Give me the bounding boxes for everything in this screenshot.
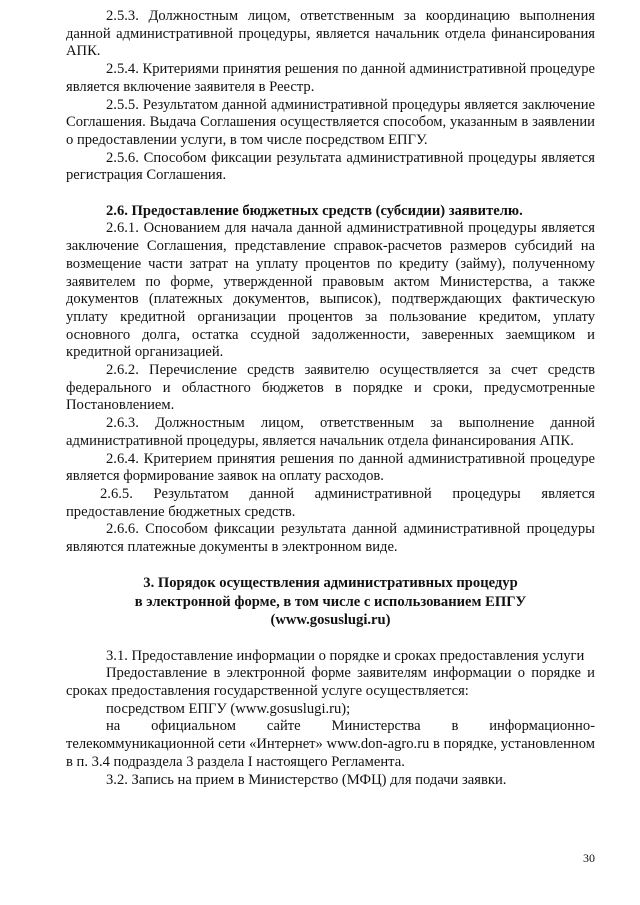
section-3-heading-line-3: (www.gosuslugi.ru) [270,612,391,629]
paragraph-2-5-4: 2.5.4. Критериями принятия решения по данной административной процедуре является включение заявителя в Реестр. [66,61,595,95]
document-body [66,8,595,789]
spacer [66,630,595,648]
paragraph-2-5-5: 2.5.5. Результатом данной административной процедуры является заключение Соглашения. Выдача Соглашения осуществляется способом, указанным в заявлении о предоставлении услуги, в том числе посредством ЕПГУ. [66,96,595,148]
section-3-heading-line-1: 3. Порядок осуществления административных процедур [143,575,518,592]
paragraph-3-2: 3.2. Запись на прием в Министерство (МФЦ) для подачи заявки. [106,771,507,788]
section-3-heading-line-2: в электронной форме, в том числе с использованием ЕПГУ [134,593,527,610]
list-item-ministry-site: на официальном сайте Министерства в информационно-телекоммуникационной сети «Интернет» www.don-agro.ru в порядке, установленном в п. 3.4 подраздела 3 раздела I настоящего Регламента. [66,718,595,770]
section-2-6-heading: 2.6. Предоставление бюджетных средств (субсидии) заявителю. [106,202,523,219]
paragraph-2-6-6: 2.6.6. Способом фиксации результата данной административной процедуры являются платежные документы в электронном виде. [66,521,595,556]
spacer [66,185,595,203]
page-number: 30 [583,851,595,865]
paragraph-2-5-6: 2.5.6. Способом фиксации результата административной процедуры является регистрация Соглашения. [66,149,595,184]
spacer [66,557,595,575]
list-item-epgu: посредством ЕПГУ (www.gosuslugi.ru); [106,700,351,717]
paragraph-2-6-5: 2.6.5. Результатом данной административной процедуры является предоставление бюджетных средств. [66,485,595,520]
paragraph-3-1: 3.1. Предоставление информации о порядке и сроках предоставления услуги [106,647,585,664]
paragraph-2-6-2: 2.6.2. Перечисление средств заявителю осуществляется за счет средств федерального и областного бюджетов в порядке и сроки, предусмотренные Постановлением. [66,362,595,414]
paragraph-2-5-3: 2.5.3. Должностным лицом, ответственным за координацию выполнения данной административной процедуры, является начальник отдела финансирования АПК. [66,8,595,60]
paragraph-2-6-4: 2.6.4. Критерием принятия решения по данной административной процедуре является формирование заявок на оплату расходов. [66,450,595,485]
paragraph-2-6-3: 2.6.3. Должностным лицом, ответственным за выполнение данной административной процедуры, является начальник отдела финансирования АПК. [66,415,595,449]
paragraph-3-1-intro: Предоставление в электронной форме заявителям информации о порядке и сроках предоставления государственной услуге осуществляется: [66,665,595,700]
paragraph-2-6-1: 2.6.1. Основанием для начала данной административной процедуры является заключение Соглашения, представление справок-расчетов размеров субсидий на возмещение части затрат на уплату процентов по кредиту (займу), полученному заявителем по форме, утвержденной правовым актом Министерства, а также документов (платежных документов, выписок), подтверждающих фактическую уплату кредитной организации процентов за пользование кредитом, уплату основного долга, остатка ссудной задолженности, заверенных заемщиком и кредитной организацией. [66,220,595,361]
